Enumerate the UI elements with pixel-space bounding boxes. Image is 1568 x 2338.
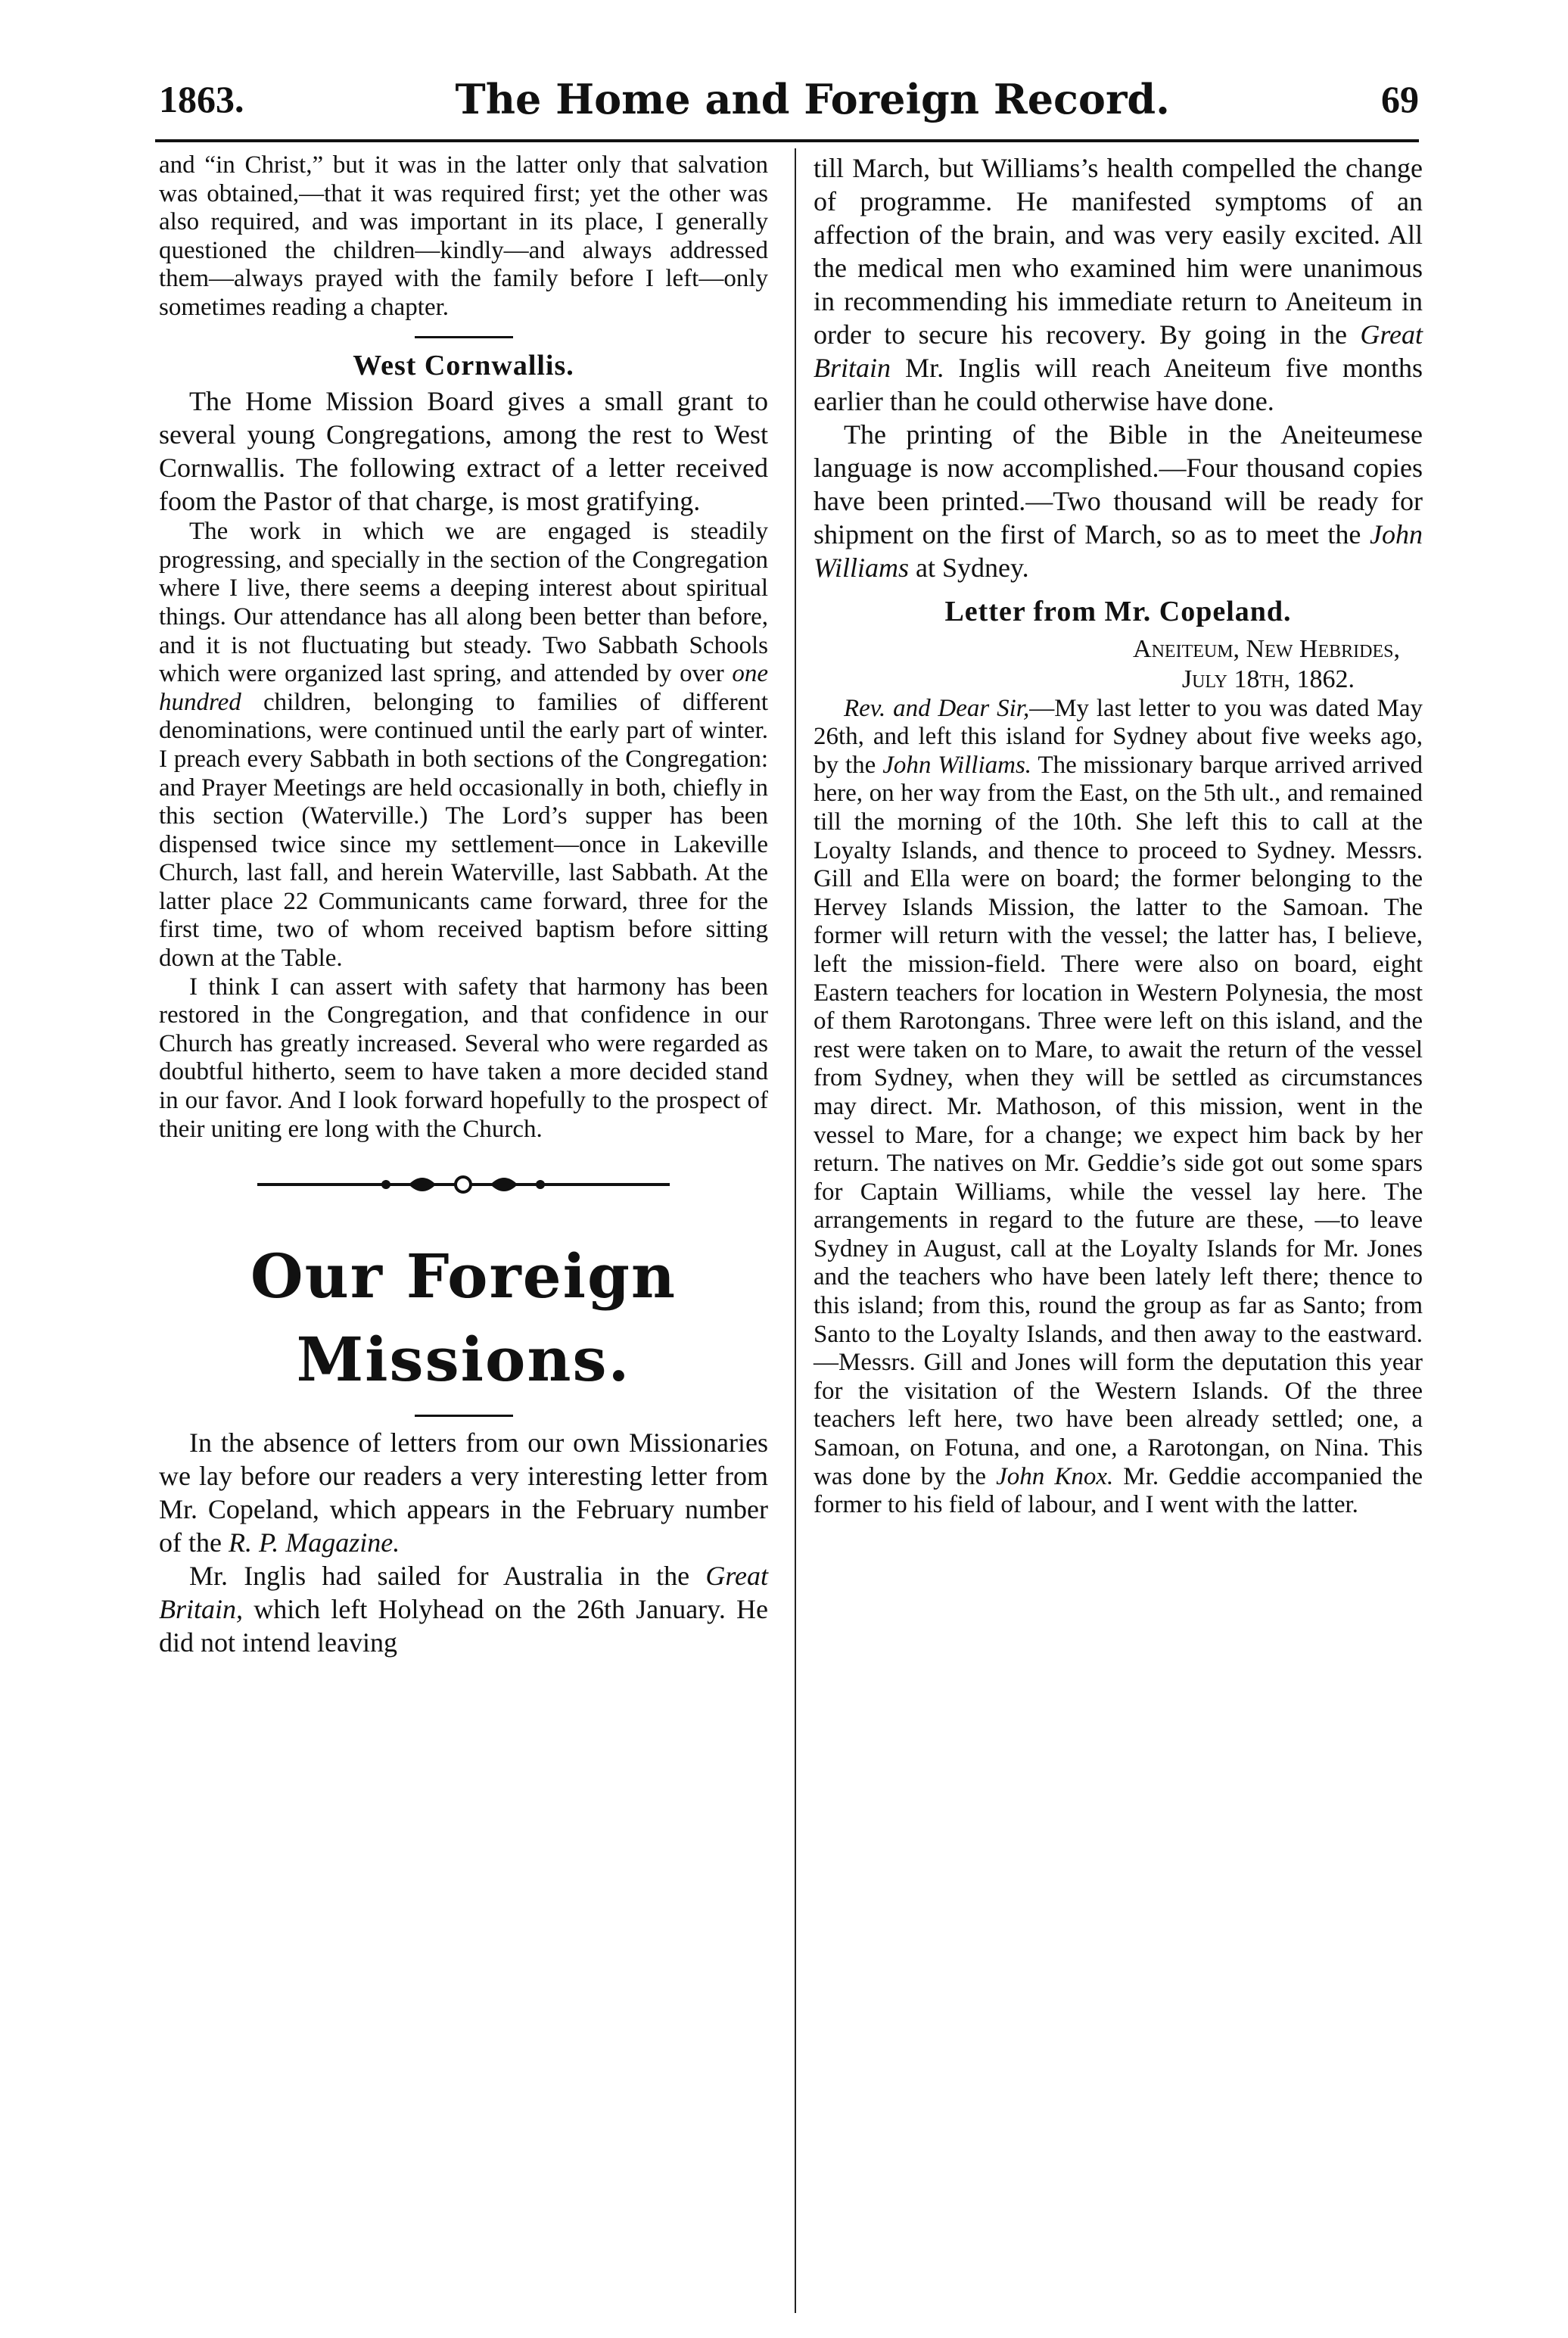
header-rule — [155, 139, 1419, 142]
dateline-place: Aneiteum, New Hebrides, — [1133, 634, 1400, 663]
section-rule — [415, 1415, 513, 1417]
text-run: Mr. Geddie accompanied the former to his field of labour, and I went with the latter. — [814, 1462, 1423, 1519]
text-run: —My last letter to you was dated May 26th, and left this island for Sydney about five weeks ago, by the — [814, 694, 1423, 779]
text-run: The missionary barque arrived arrived here, on her way from the East, on the 5th ult., and remained till the morning of the 10th. She left this to call at the Loyalty Islands, and thence to proceed to Sydney. Messrs. Gill and Ella were on board; the former belonging to the Hervey Islands Mission, the latter to the Samoan. The former will return with the vessel; the latter has, I believe, left the mission-field. There were also on board, eight Eastern teachers for location in Western Polynesia, the most of them Rarotongans. Three were left on this island, and the rest were taken on to Mare, to await the return of the vessel from Sydney, when they will be settled as circumstances may direct. Mr. Mathoson, of this mission, went in the vessel to Mare, for a change; we expect him back by her return. The natives on Mr. Geddie’s side got out some spars for Captain Williams, while the vessel lay here. The arrangements in regard to the future are these, —to leave Sydney in August, call at the Loyalty Islands for Mr. Jones and the teachers who have been lately left there; thence to this island; from this, round the group as far as Santo; from Santo to the Loyalty Islands, and then away to the eastward.—Messrs. Gill and Jones will form the deputation this year for the visitation of the Western Islands. Of the three teachers left here, two have been already settled; one, a Samoan, on Fotuna, and one, a Rarotongan, on Nina. This was done by the — [814, 751, 1423, 1490]
left-column — [159, 151, 768, 1659]
bible-paragraph — [814, 418, 1423, 584]
copeland-letter-heading: Letter from Mr. Copeland. — [944, 596, 1292, 627]
copeland-letter-body — [814, 695, 1423, 1520]
text-run: at Sydney. — [909, 553, 1029, 583]
ornament-divider-icon — [159, 1162, 768, 1207]
foreign-missions-para-1 — [159, 1426, 768, 1559]
emphasis-text: Great Britain, — [159, 1560, 768, 1624]
text-run: which left Holyhead on the 26th January. He did not intend leaving — [159, 1593, 768, 1658]
text-run: In the absence of letters from our own Missionaries we lay before our readers a very interesting letter from Mr. Copeland, which appears in the February number of the — [159, 1427, 768, 1558]
emphasis-text: Great Britain — [814, 319, 1423, 383]
header-title: The Home and Foreign Record. — [455, 75, 1170, 123]
west-cornwallis-para-2 — [159, 518, 768, 973]
continued-paragraph — [814, 151, 1423, 418]
west-cornwallis-heading: West Cornwallis. — [353, 349, 574, 381]
text-run: Mr. Inglis had sailed for Australia in the — [189, 1560, 706, 1591]
dateline-date: July 18th, 1862. — [1181, 665, 1355, 693]
west-cornwallis-para-3: I think I can assert with safety that harmony has been restored in the Congregation, and that confidence in our Church has greatly increased. Several who were regarded as doubtful hitherto, seem to have taken a more decided stand in our favor. And I look forward hopefully to the prospect of their uniting ere long with the Church. — [159, 973, 768, 1143]
emphasis-text: John Williams — [814, 519, 1423, 583]
west-cornwallis-para-1: The Home Mission Board gives a small grant to several young Congregations, among the rest to West Cornwallis. The following extract of a letter received foom the Pastor of that charge, is most gratifying. — [159, 386, 768, 517]
text-run: The work in which we are engaged is steadily progressing, and specially in the section of the Congregation where I live, there seems a deeping interest about spiritual things. Our attendance has all along been better than before, and it is not fluctuating but steady. Two Sabbath Schools which were organized last spring, and attended by over — [159, 518, 768, 688]
emphasis-text: one hundred — [159, 660, 768, 716]
text-run: children, belonging to families of different denominations, were continued until the early part of winter. I preach every Sabbath in both sections of the Congregation: and Prayer Meetings are held occasionally in both, chiefly in this section (Waterville.) The Lord’s supper has been dispensed twice since my settlement—once in Lakeville Church, last fall, and herein Waterville, last Sabbath. At the latter place 22 Communicants came forward, three for the first time, two of whom received baptism before sitting down at the Table. — [159, 688, 768, 973]
emphasis-text: John Williams. — [882, 751, 1032, 779]
emphasis-text: John Knox. — [996, 1462, 1114, 1490]
section-rule — [415, 336, 513, 338]
text-run: Mr. Inglis will reach Aneiteum five months earlier than he could otherwise have done. — [814, 353, 1423, 416]
letter-dateline — [814, 634, 1423, 695]
header-year: 1863. — [159, 78, 244, 120]
intro-paragraph: and “in Christ,” but it was in the latter only that salvation was obtained,—that it was required first; yet the other was also required, and was important in its place, I generally questioned the children—kindly—and always addressed them—always prayed with the family before I left—only sometimes reading a chapter. — [159, 151, 768, 321]
column-divider — [795, 148, 796, 2313]
text-run: till March, but Williams’s health compelled the change of programme. He manifested symptoms of an affection of the brain, and was very easily excited. All the medical men who examined him were unanimous in recommending his immediate return to Aneiteum in order to secure his recovery. By going in the — [814, 153, 1423, 350]
page-header — [159, 65, 1419, 133]
header-page-number: 69 — [1380, 78, 1419, 120]
text-run: The printing of the Bible in the Aneiteumese language is now accomplished.—Four thousand copies have been printed.—Two thousand will be ready for shipment on the first of March, so as to meet the — [814, 419, 1423, 549]
salutation: Rev. and Dear Sir, — [844, 694, 1030, 722]
emphasis-text: R. P. Magazine. — [228, 1527, 400, 1558]
foreign-missions-heading: Our Foreign Missions. — [250, 1240, 677, 1395]
right-column — [814, 151, 1423, 1520]
foreign-missions-para-2 — [159, 1559, 768, 1659]
